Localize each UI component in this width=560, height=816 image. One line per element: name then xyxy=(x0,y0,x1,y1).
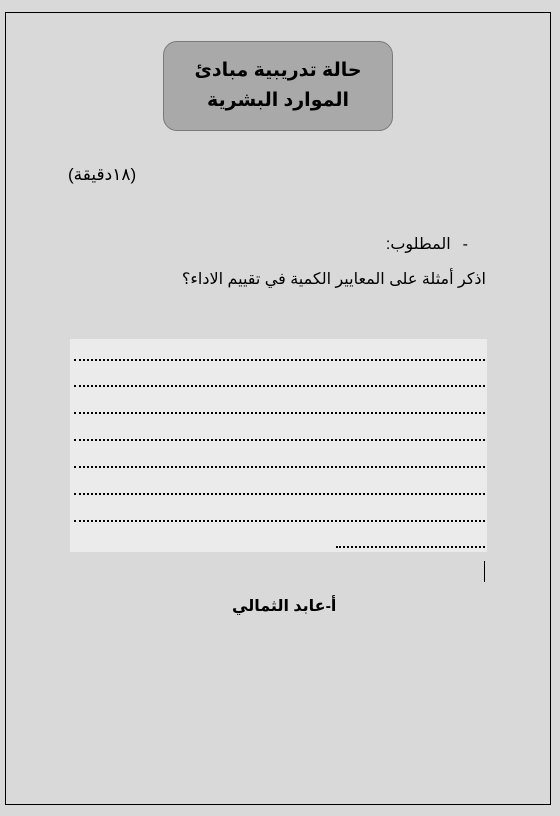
author-name: أ-عابد الثمالي xyxy=(232,598,337,615)
answer-line xyxy=(336,532,485,548)
title-line-1: حالة تدريبية مبادئ xyxy=(194,60,362,81)
text-cursor xyxy=(484,561,485,582)
title-line-2: الموارد البشرية xyxy=(207,90,349,111)
answer-line xyxy=(74,506,485,522)
required-heading xyxy=(386,234,468,254)
bullet-dash: - xyxy=(462,236,468,253)
answer-area[interactable] xyxy=(70,339,487,552)
required-label: المطلوب: xyxy=(385,236,451,253)
question-text: اذكر أمثلة على المعايير الكمية في تقييم الاداء؟ xyxy=(181,271,486,288)
title-box xyxy=(163,41,393,131)
duration-label: (١٨دقيقة) xyxy=(68,165,137,184)
answer-line xyxy=(74,425,485,441)
answer-line xyxy=(74,371,485,387)
answer-line xyxy=(74,345,485,361)
answer-line xyxy=(74,479,485,495)
answer-line xyxy=(74,452,485,468)
answer-line xyxy=(74,398,485,414)
